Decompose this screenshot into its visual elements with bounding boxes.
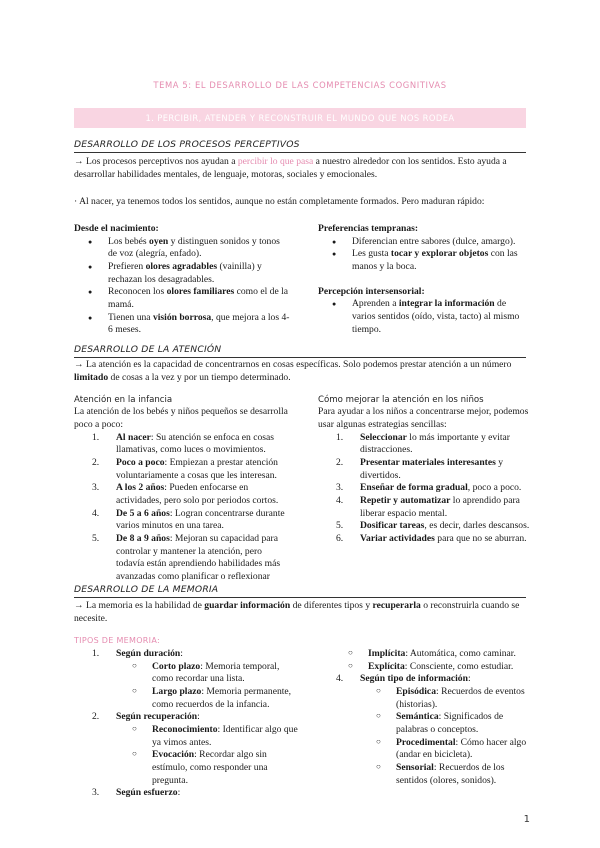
tempranas-item-text: Diferencian entre sabores (dulce, amargo). xyxy=(352,235,516,247)
infancia-item-text: : Su atención se enfoca en cosas llamativas, como luces o movimientos. xyxy=(116,431,274,456)
memoria-left-item: 2. Según recuperación: ○ Reconocimiento: Identificar algo que ya vimos antes. ○ Evocación: Recordar algo sin estímulo, como responder una pregunta. xyxy=(74,711,298,787)
memoria-intro-bold1: guardar información xyxy=(204,600,291,611)
memoria-esfuerzo-subitem-bold: Explícita xyxy=(368,660,405,672)
mejorar-item-bold: Variar actividades xyxy=(360,532,435,544)
memoria-left-subitem-bold: Corto plazo xyxy=(152,660,201,672)
tempranas-title: Preferencias tempranas: xyxy=(318,223,419,234)
nacimiento-column xyxy=(74,223,290,337)
mejorar-title: Cómo mejorar la atención en los niños xyxy=(318,395,484,405)
mejorar-item-number: 1. xyxy=(336,431,344,443)
nacimiento-item xyxy=(74,261,290,286)
memoria-left-column xyxy=(74,648,298,800)
infancia-item-number: 5. xyxy=(92,532,100,544)
mejorar-item-text: , es decir, darles descansos. xyxy=(424,520,530,532)
infancia-column xyxy=(74,395,292,584)
nacimiento-item-bold: olores agradables xyxy=(145,260,218,272)
nacimiento-item-text-post: y distinguen sonidos y tonos de voz (alegría, enfado). xyxy=(108,235,280,260)
memoria-left-item-title: Según esfuerzo xyxy=(116,787,178,799)
memoria-right-subitem-bold: Semántica xyxy=(396,711,439,723)
mejorar-intro: Para ayudar a los niños a concentrarse mejor, podemos usar algunas estrategias sencillas: xyxy=(318,406,529,430)
memoria-right-subitem xyxy=(360,686,530,711)
infancia-item xyxy=(74,457,292,482)
mejorar-item-bold: Presentar materiales interesantes xyxy=(360,456,496,468)
mejorar-item xyxy=(318,482,530,495)
mejorar-item-bold: Seleccionar xyxy=(360,431,407,443)
memoria-right-subitem-text: : Cómo hacer algo (andar en bicicleta). xyxy=(396,736,527,761)
atencion-intro-bold: limitado xyxy=(74,371,109,383)
tempranas-item xyxy=(318,236,530,249)
heading-memoria-text: DESARROLLO DE LA MEMORIA xyxy=(74,584,219,595)
mejorar-item-bold: Dosificar tareas xyxy=(360,520,425,532)
memoria-right-subitem-bold: Episódica xyxy=(396,685,436,697)
infancia-list xyxy=(74,432,292,584)
mejorar-item-text: lo más importante y evitar distracciones. xyxy=(360,431,510,456)
memoria-esfuerzo-subitem xyxy=(332,648,530,661)
nacimiento-item-text: Reconocen los xyxy=(108,286,167,298)
nacimiento-item xyxy=(74,286,290,311)
intersensorial-title-text: Percepción intersensorial xyxy=(318,285,422,297)
memoria-left-item: 1. Según duración: ○ Corto plazo: Memoria temporal, como recordar una lista. ○ Largo plazo: Memoria permanente, como recuerdos de la infancia. xyxy=(74,648,298,711)
memoria-right-subitem-text: : Recuerdos de los sentidos (olores, sonidos). xyxy=(396,761,505,786)
memoria-intro-pre: → La memoria es la habilidad de xyxy=(74,600,205,611)
perceptivos-intro xyxy=(74,156,530,181)
memoria-right-list xyxy=(318,673,530,787)
tempranas-column xyxy=(318,223,530,336)
infancia-item-bold: De 8 a 9 años xyxy=(116,532,170,544)
perceptivos-intro-post: a nuestro alrededor con los sentidos. Esto ayuda a desarrollar habilidades mentales, de lenguaje, motoras, sociales y emocionales. xyxy=(74,156,507,180)
memoria-left-subitem xyxy=(116,661,298,686)
memoria-left-item-number: 2. xyxy=(92,711,100,723)
tempranas-item-text-post: con las manos y la boca. xyxy=(352,248,518,272)
mejorar-item-number: 5. xyxy=(336,520,344,532)
intersensorial-title: Percepción intersensorial: xyxy=(318,285,425,297)
tempranas-item-bold: tocar y explorar objetos xyxy=(390,248,489,260)
nacimiento-item-bold: olores familiares xyxy=(166,286,235,298)
infancia-item-text: : Pueden enfocarse en actividades, pero solo por periodos cortos. xyxy=(116,482,279,506)
tempranas-item-text: Les gusta xyxy=(352,248,391,260)
memoria-intro xyxy=(74,600,530,625)
heading-perceptivos-rule xyxy=(74,152,526,153)
nacimiento-list xyxy=(74,236,290,337)
intersensorial-item-text: Aprenden a xyxy=(352,298,399,310)
mejorar-item xyxy=(318,457,530,482)
memoria-left-subitem-text: : Memoria temporal, como recordar una lista. xyxy=(152,660,280,685)
memoria-left-item-number: 1. xyxy=(92,648,100,659)
memoria-right-subitem xyxy=(360,711,530,736)
memoria-left-sublist xyxy=(116,661,298,712)
perceptivos-intro-highlight: percibir lo que pasa xyxy=(237,156,314,167)
memoria-left-item-number: 3. xyxy=(92,787,100,799)
infancia-item xyxy=(74,533,292,584)
memoria-intro-bold2: recuperarla xyxy=(372,600,421,611)
infancia-item-text: : Mejoran su capacidad para controlar y mantener la atención, pero todavía están aprendiendo habilidades más avanzadas como planificar o reflexionar xyxy=(116,532,281,582)
mejorar-item-text: lo aprendido para liberar espacio mental. xyxy=(360,494,520,519)
memoria-left-item-title: Según duración xyxy=(116,648,181,659)
heading-atencion xyxy=(74,344,221,356)
memoria-left-list xyxy=(74,648,298,800)
infancia-item-bold: A los 2 años xyxy=(116,482,165,494)
perceptivos-intro-pre: → Los procesos perceptivos nos ayudan a xyxy=(74,156,238,167)
intersensorial-item-text-post: de varios sentidos (oído, vista, tacto) al mismo tiempo. xyxy=(352,298,520,335)
infancia-item-bold: De 5 a 6 años xyxy=(116,507,170,519)
nacimiento-title: Desde el nacimiento: xyxy=(74,223,159,234)
mejorar-item-number: 3. xyxy=(336,482,344,494)
infancia-item-number: 1. xyxy=(92,431,100,443)
nacimiento-item-text-post: , que mejora a los 4-6 meses. xyxy=(108,311,290,336)
memoria-intro-post: o reconstruirla cuando se necesite. xyxy=(74,600,520,624)
nacimiento-item-bold: oyen xyxy=(149,235,169,247)
mejorar-item xyxy=(318,520,530,533)
mejorar-item-number: 4. xyxy=(336,494,344,506)
atencion-intro-post: de cosas a la vez y por un tiempo determinado. xyxy=(108,371,291,383)
infancia-item-number: 3. xyxy=(92,482,100,494)
memoria-left-sublist xyxy=(116,724,298,787)
mejorar-item xyxy=(318,495,530,520)
infancia-item-number: 4. xyxy=(92,507,100,519)
heading-atencion-rule xyxy=(74,357,526,358)
memoria-left-subitem xyxy=(116,724,298,749)
mejorar-item-text: para que no se aburran. xyxy=(434,532,527,544)
memoria-left-subitem-text: : Memoria permanente, como recuerdos de la infancia. xyxy=(152,685,292,710)
memoria-left-subitem xyxy=(116,749,298,787)
nacimiento-item-text: Prefieren xyxy=(108,260,146,272)
memoria-left-item: 3. Según esfuerzo: xyxy=(92,787,181,799)
infancia-title: Atención en la infancia xyxy=(74,395,173,405)
memoria-esfuerzo-subitem-text: : Consciente, como estudiar. xyxy=(404,660,514,672)
mejorar-item-bold: Enseñar de forma gradual xyxy=(360,482,468,494)
memoria-right-subitem-bold: Sensorial xyxy=(396,761,434,773)
memoria-left-subitem-bold: Reconocimiento xyxy=(152,723,218,735)
infancia-item xyxy=(74,508,292,533)
heading-perceptivos-text: DESARROLLO DE LOS PROCESOS PERCEPTIVOS xyxy=(74,139,300,150)
nacimiento-item-text-post: como el de la mamá. xyxy=(108,286,289,310)
nacimiento-title-text: Desde el nacimiento xyxy=(74,223,156,234)
mejorar-item xyxy=(318,533,530,546)
infancia-item-text: : Logran concentrarse durante varios minutos en una tarea. xyxy=(116,507,285,532)
nacimiento-item-bold: visión borrosa xyxy=(152,311,212,323)
memoria-right-subitem-text: : Significados de palabras o conceptos. xyxy=(396,711,504,735)
mejorar-item-number: 6. xyxy=(336,532,344,544)
infancia-item-number: 2. xyxy=(92,456,100,468)
infancia-item xyxy=(74,432,292,457)
tipos-memoria-label: TIPOS DE MEMORIA: xyxy=(74,636,160,645)
memoria-left-subitem-text: : Recordar algo sin estímulo, como responder una pregunta. xyxy=(152,749,268,786)
memoria-right-column xyxy=(318,648,530,787)
document-title: TEMA 5: EL DESARROLLO DE LAS COMPETENCIAS COGNITIVAS xyxy=(153,80,447,90)
tempranas-title-text: Preferencias tempranas xyxy=(318,223,415,234)
memoria-left-subitem-text: : Identificar algo que ya vimos antes. xyxy=(152,723,298,748)
memoria-intro-mid: de diferentes tipos y xyxy=(290,600,373,611)
infancia-item xyxy=(74,482,292,507)
infancia-item-bold: Al nacer xyxy=(116,431,151,443)
section-banner: 1. PERCIBIR, ATENDER Y RECONSTRUIR EL MUNDO QUE NOS RODEA xyxy=(74,108,526,128)
memoria-right-subitem-text: : Recuerdos de eventos (historias). xyxy=(396,685,525,710)
memoria-esfuerzo-subitem-bold: Implícita xyxy=(368,648,406,659)
memoria-right-item-number: 4. xyxy=(336,673,344,685)
intersensorial-item xyxy=(318,298,530,336)
mejorar-list xyxy=(318,432,530,546)
nacimiento-item-text: Tienen una xyxy=(108,311,153,323)
mejorar-column xyxy=(318,395,530,546)
memoria-esfuerzo-subitem xyxy=(332,661,530,674)
intersensorial-item-bold: integrar la información xyxy=(398,298,495,310)
nacimiento-item-text: Los bebés xyxy=(108,235,150,247)
infancia-item-bold: Poco a poco xyxy=(116,456,165,468)
heading-memoria xyxy=(74,584,218,596)
memoria-right-continuation xyxy=(318,648,530,673)
memoria-right-item-title: Según tipo de información xyxy=(360,673,468,685)
memoria-right-sublist xyxy=(360,686,530,787)
memoria-right-subitem-bold: Procedimental xyxy=(396,736,456,748)
heading-memoria-rule xyxy=(74,597,526,598)
memoria-left-subitem-bold: Evocación xyxy=(152,749,195,761)
atencion-intro-pre: → La atención es la capacidad de concentrarnos en cosas específicas. Solo podemos prestar atención a un número xyxy=(74,359,512,370)
mejorar-item xyxy=(318,432,530,457)
page-number: 1 xyxy=(523,814,530,825)
intersensorial-list xyxy=(318,298,530,336)
memoria-left-subitem xyxy=(116,686,298,711)
memoria-right-subitem xyxy=(360,762,530,787)
memoria-right-item: 4. Según tipo de información: ○ Episódica: Recuerdos de eventos (historias). ○ Semántica: Significados de palabras o conceptos. ○ Procedimental: Cómo hacer algo (andar en bicicleta). ○ Sensorial: Recuerdos de los sentidos (olores, sonidos). xyxy=(318,673,530,787)
heading-atencion-text: DESARROLLO DE LA ATENCIÓN xyxy=(74,344,222,355)
nacimiento-item xyxy=(74,236,290,261)
memoria-left-item-title: Según recuperación xyxy=(116,711,198,723)
mejorar-item-number: 2. xyxy=(336,456,344,468)
perceptivos-note: · Al nacer, ya tenemos todos los sentidos, aunque no están completamente formados. Pero maduran rápido: xyxy=(74,196,485,207)
infancia-item-text: : Empiezan a prestar atención voluntariamente a cosas que les interesan. xyxy=(116,456,278,481)
heading-perceptivos xyxy=(74,139,300,151)
memoria-left-subitem-bold: Largo plazo xyxy=(152,685,202,697)
tempranas-list xyxy=(318,236,530,274)
mejorar-item-text: y divertidos. xyxy=(360,456,504,481)
nacimiento-item-text-post: (vainilla) y rechazan los desagradables. xyxy=(108,260,262,285)
infancia-intro: La atención de los bebés y niños pequeños se desarrolla poco a poco: xyxy=(74,406,288,430)
mejorar-item-bold: Repetir y automatizar xyxy=(360,494,451,506)
mejorar-item-text: , poco a poco. xyxy=(467,482,522,494)
memoria-esfuerzo-subitem-text: : Automática, como caminar. xyxy=(405,648,516,659)
tempranas-item xyxy=(318,248,530,273)
nacimiento-item xyxy=(74,312,290,337)
atencion-intro xyxy=(74,359,530,384)
memoria-right-subitem xyxy=(360,737,530,762)
